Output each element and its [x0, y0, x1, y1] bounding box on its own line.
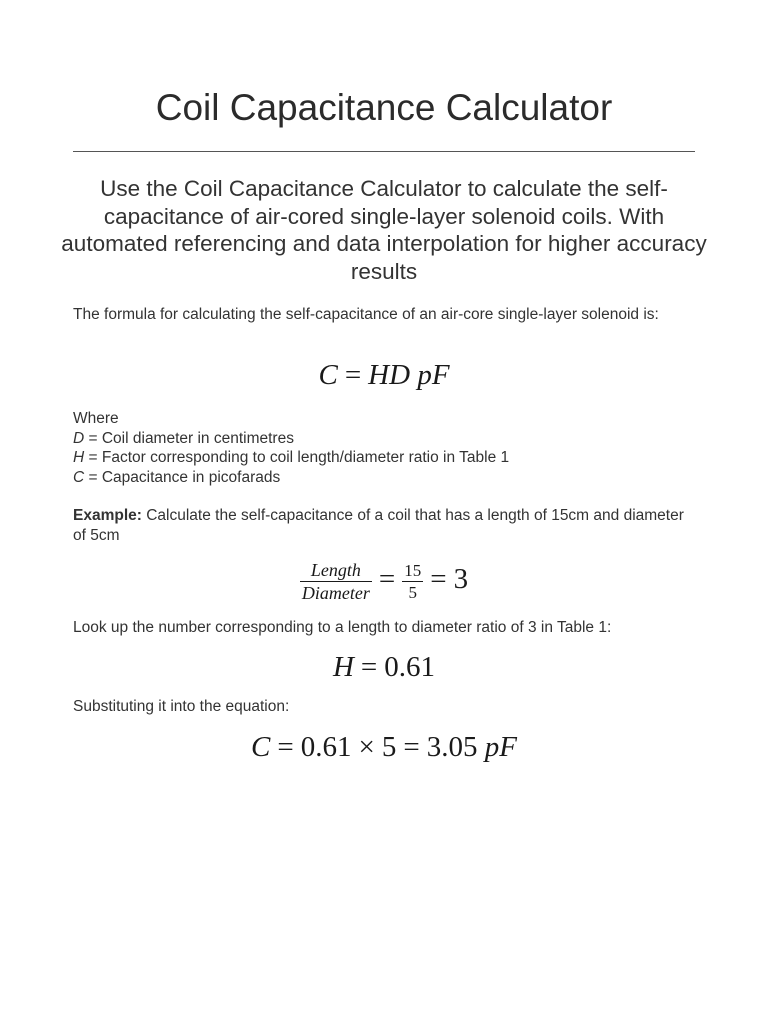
where-item-c [73, 468, 695, 488]
capacitance-formula [0, 358, 768, 392]
h-eq-rhs: 0.61 [384, 651, 436, 683]
where-item-h [73, 448, 695, 468]
where-description: = Coil diameter in centimetres [84, 429, 294, 447]
intro-paragraph: Use the Coil Capacitance Calculator to calculate the self-capacitance of air-cored single-layer solenoid coils. With automated referencing and data interpolation for higher accuracy results [61, 176, 707, 284]
formula-equals: = [344, 359, 362, 391]
h-value-equation [0, 650, 768, 684]
final-unit: pF [484, 731, 517, 763]
fraction-numerator: 15 [404, 561, 422, 580]
final-times: × [358, 731, 375, 763]
final-factor-b: 5 [381, 731, 397, 763]
final-equals-1: = [277, 731, 294, 763]
example-text: Calculate the self-capacitance of a coil that has a length of 15cm and diameter of 5cm [73, 507, 684, 544]
ratio-fraction [300, 561, 372, 602]
formula-intro-text: The formula for calculating the self-capacitance of an air-core single-layer solenoid is: [73, 306, 659, 323]
final-factor-a: 0.61 [300, 731, 352, 763]
formula-rhs: HD [368, 359, 411, 391]
where-symbol: D [73, 429, 85, 447]
ratio-equals-1: = [378, 563, 396, 596]
title-divider [73, 151, 695, 152]
final-lhs: C [251, 731, 271, 763]
h-eq-equals: = [360, 651, 378, 683]
substitute-text: Substituting it into the equation: [73, 698, 290, 715]
fraction-numerator: Length [300, 561, 372, 582]
final-equals-2: = [403, 731, 420, 763]
fraction-denominator: Diameter [301, 583, 370, 603]
where-heading: Where [73, 410, 119, 427]
where-symbol: H [73, 449, 85, 466]
where-description: = Capacitance in picofarads [84, 468, 281, 486]
formula-unit: pF [417, 359, 450, 391]
ratio-equation [0, 561, 768, 602]
page-title: Coil Capacitance Calculator [155, 87, 613, 128]
example-paragraph [73, 506, 695, 545]
ratio-equals-2: = [430, 563, 447, 596]
where-description: = Factor corresponding to coil length/diameter ratio in Table 1 [84, 449, 510, 466]
example-label: Example: [73, 507, 142, 524]
fraction-denominator: 5 [408, 583, 417, 602]
where-item-d [73, 429, 695, 449]
where-symbol: C [73, 468, 85, 486]
value-fraction [402, 562, 423, 601]
formula-lhs: C [318, 359, 338, 391]
final-equation [0, 730, 768, 764]
where-section [73, 409, 695, 487]
lookup-text: Look up the number corresponding to a length to diameter ratio of 3 in Table 1: [73, 619, 612, 636]
final-result: 3.05 [426, 731, 478, 763]
ratio-result: 3 [453, 563, 469, 596]
h-eq-lhs: H [332, 651, 354, 683]
